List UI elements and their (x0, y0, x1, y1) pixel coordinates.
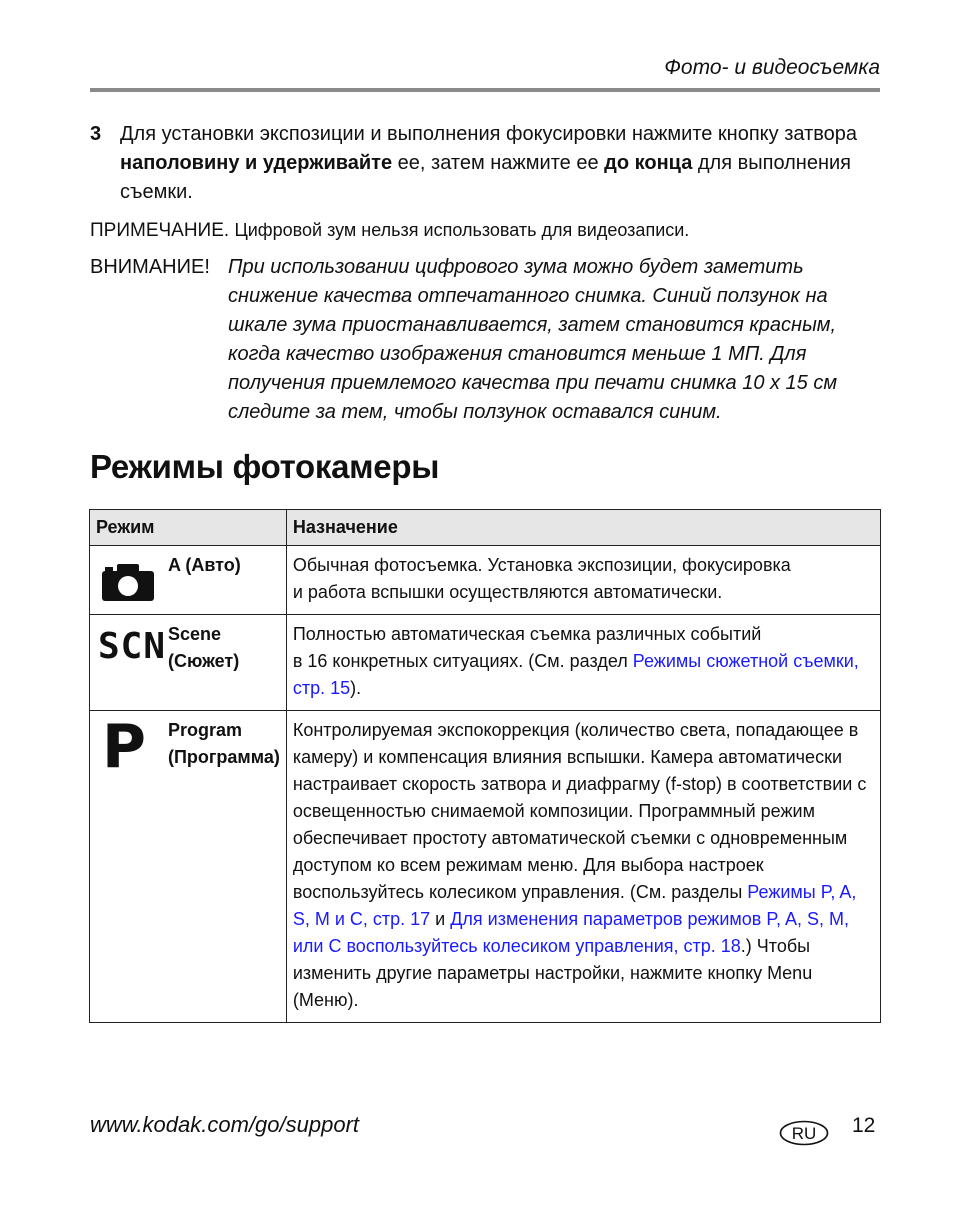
mode-name-ru: (Сюжет) (168, 651, 240, 671)
section-title: Режимы фотокамеры (90, 448, 440, 485)
desc-text: ). (350, 678, 362, 698)
table-row-program (90, 711, 881, 1023)
note (90, 216, 689, 245)
desc-text: и работа вспышки осуществляются автоматически. (292, 582, 723, 602)
link-scene-modes[interactable]: Режимы сюжетной съемки, стр. 15 (292, 651, 859, 698)
mode-description (286, 546, 880, 615)
mode-cell (90, 615, 287, 711)
mode-description (286, 615, 880, 711)
language-badge (779, 1120, 829, 1146)
mode-name: Program (168, 720, 243, 740)
mode-name: A (Авто) (168, 555, 241, 575)
link-change-params[interactable]: Для изменения параметров режимов P, A, S, M, или C воспользуйтесь колесиком управления, стр. 18 (292, 909, 850, 956)
mode-name-ru: (Программа) (168, 747, 280, 767)
step-number: 3 (90, 123, 102, 145)
step-text-part: ее, затем нажмите ее (392, 152, 605, 174)
mode-name: Scene (168, 624, 222, 644)
running-header: Фото- и видеосъемка (664, 56, 880, 79)
modes-table (89, 509, 881, 1023)
step-text-part: для выполнения съемки. (120, 152, 852, 203)
step-bold-full-press: до конца (604, 152, 693, 174)
program-icon-text: P (102, 712, 146, 782)
desc-text: Обычная фотосъемка. Установка экспозиции, фокусировка (292, 555, 791, 575)
note-label: ПРИМЕЧАНИЕ. (90, 220, 230, 241)
program-icon (98, 712, 168, 782)
header-rule (90, 88, 880, 92)
step-text-part: Для установки экспозиции и выполнения фокусировки нажмите кнопку затвора (120, 123, 857, 145)
scn-icon (98, 621, 168, 677)
page-number: 12 (852, 1114, 876, 1137)
language-badge-text: RU (791, 1124, 817, 1143)
desc-text: Полностью автоматическая съемка различных событий (292, 624, 762, 644)
mode-cell (90, 711, 287, 1023)
link-pasmc-modes[interactable]: Режимы P, A, S, M и C, стр. 17 (292, 882, 857, 929)
desc-text: Контролируемая экспокоррекция (количество света, попадающее в камеру) и компенсация влияния вспышки. Камера автоматически настраивает скорость затвора и диафрагму (f-stop) в соответствии с освещенностью снимаемой композиции. Программный режим обеспечивает простоту автоматической съемки с одновременным доступом ко всем режимам меню. Для выбора настроек воспользуйтесь колесиком управления. (См. разделы (292, 720, 867, 902)
mode-description (286, 711, 880, 1023)
warning-label: ВНИМАНИЕ! (90, 256, 210, 278)
camera-icon (98, 552, 168, 608)
step-bold-half-press: наполовину и удерживайте (120, 152, 393, 174)
desc-text: .) Чтобы изменить другие параметры настройки, нажмите кнопку Menu (Меню). (292, 936, 813, 1010)
column-header-purpose: Назначение (286, 510, 880, 546)
mode-cell (90, 546, 287, 615)
desc-text: в 16 конкретных ситуациях. (См. раздел (292, 651, 633, 671)
warning-text: При использовании цифрового зума можно будет заметить снижение качества отпечатанного снимка. Синий ползунок на шкале зума приостанавливается, затем становится красным, когда качество изображения становится меньше 1 МП. Для получения приемлемого качества при печати снимка 10 x 15 см следите за тем, чтобы ползунок оставался синим. (228, 256, 838, 423)
step-text (120, 120, 880, 207)
footer-url: www.kodak.com/go/support (90, 1112, 360, 1137)
step-3 (90, 120, 880, 207)
table-row-auto (90, 546, 881, 615)
warning (90, 253, 890, 427)
table-row-scene (90, 615, 881, 711)
scn-icon-text: SCN (98, 626, 167, 667)
desc-text: и (430, 909, 451, 929)
note-text: Цифровой зум нельзя использовать для видеозаписи. (234, 220, 690, 240)
column-header-mode: Режим (90, 510, 287, 546)
table-header-row (90, 510, 881, 546)
